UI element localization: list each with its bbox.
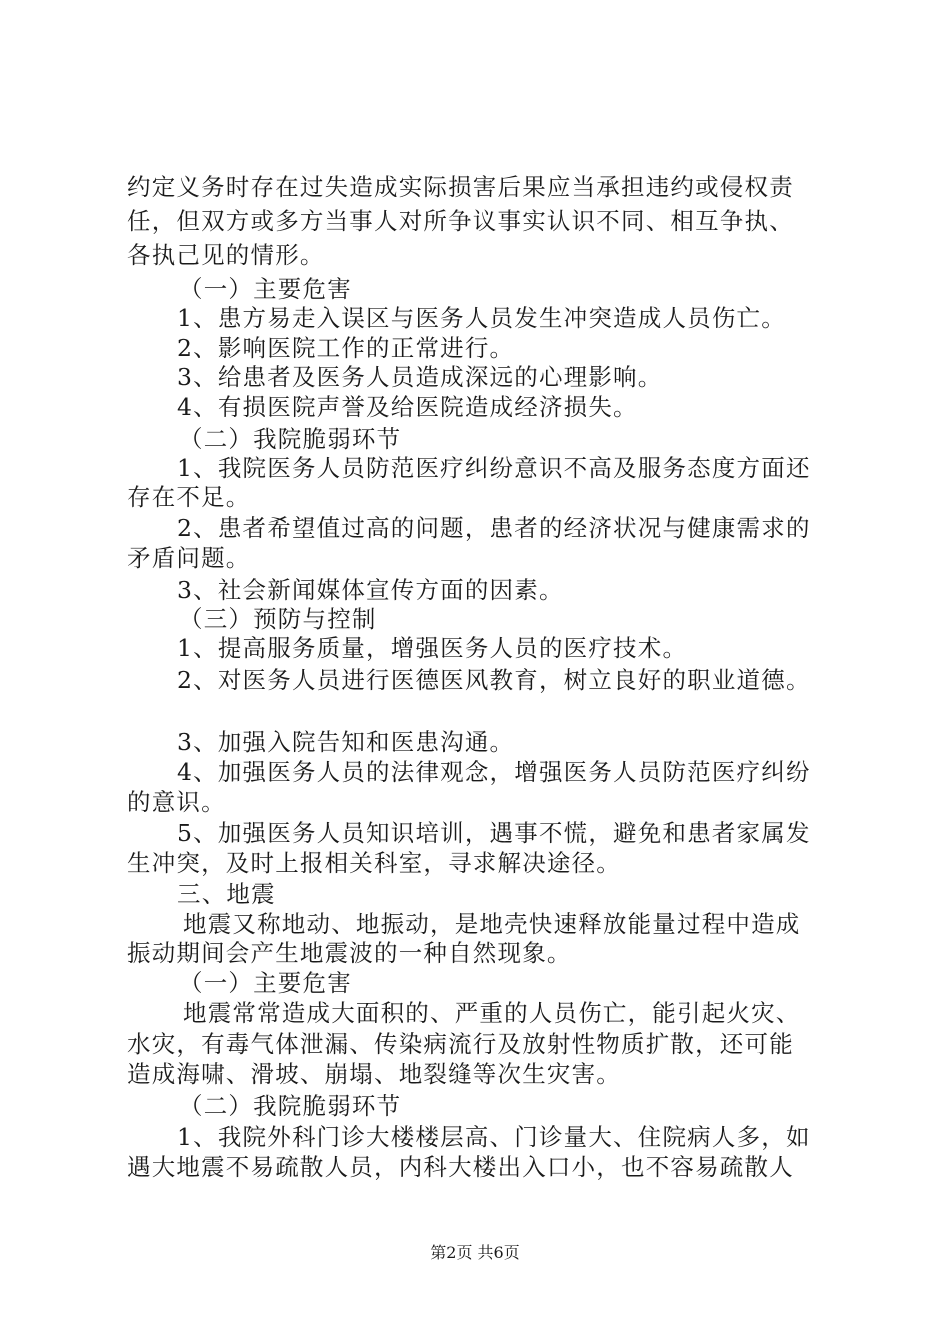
list-item: 2、对医务人员进行医德医风教育，树立良好的职业道德。 [177,666,811,694]
list-item: 3、社会新闻媒体宣传方面的因素。 [177,576,564,604]
text-line: 各执己见的情形。 [127,241,325,269]
list-item: 4、有损医院声誉及给医院造成经济损失。 [177,393,638,421]
paragraph-line: 地震又称地动、地振动，是地壳快速释放能量过程中造成 [183,910,801,938]
page-footer: 第2页 共6页 [430,1243,520,1262]
text-line: 遇大地震不易疏散人员，内科大楼出入口小，也不容易疏散人 [127,1153,794,1181]
text-line: 造成海啸、滑坡、崩塌、地裂缝等次生灾害。 [127,1060,621,1088]
section-heading: （三）预防与控制 [179,605,377,633]
section-heading: （一）主要危害 [179,275,352,303]
chapter-heading: 三、地震 [177,880,276,908]
list-item: 5、加强医务人员知识培训，遇事不慌，避免和患者家属发 [177,819,811,847]
text-line: 矛盾问题。 [127,544,251,572]
text-line: 生冲突，及时上报相关科室，寻求解决途径。 [127,849,621,877]
section-heading: （二）我院脆弱环节 [179,425,402,453]
text-line: 的意识。 [127,788,226,816]
paragraph-line: 地震常常造成大面积的、严重的人员伤亡，能引起火灾、 [183,999,801,1027]
list-item: 1、我院医务人员防范医疗纠纷意识不高及服务态度方面还 [177,454,811,482]
text-line: 任，但双方或多方当事人对所争议事实认识不同、相互争执、 [127,207,794,235]
list-item: 2、患者希望值过高的问题，患者的经济状况与健康需求的 [177,514,811,542]
text-line: 水灾，有毒气体泄漏、传染病流行及放射性物质扩散，还可能 [127,1030,794,1058]
section-heading: （一）主要危害 [179,969,352,997]
text-line: 约定义务时存在过失造成实际损害后果应当承担违约或侵权责 [127,173,794,201]
section-heading: （二）我院脆弱环节 [179,1092,402,1120]
text-line: 存在不足。 [127,483,251,511]
list-item: 1、我院外科门诊大楼楼层高、门诊量大、住院病人多，如 [177,1123,811,1151]
list-item: 1、提高服务质量，增强医务人员的医疗技术。 [177,634,688,662]
list-item: 4、加强医务人员的法律观念，增强医务人员防范医疗纠纷 [177,758,811,786]
list-item: 2、影响医院工作的正常进行。 [177,334,515,362]
list-item: 3、给患者及医务人员造成深远的心理影响。 [177,363,663,391]
text-line: 振动期间会产生地震波的一种自然现象。 [127,939,572,967]
list-item: 3、加强入院告知和医患沟通。 [177,728,515,756]
list-item: 1、患方易走入误区与医务人员发生冲突造成人员伤亡。 [177,304,786,332]
